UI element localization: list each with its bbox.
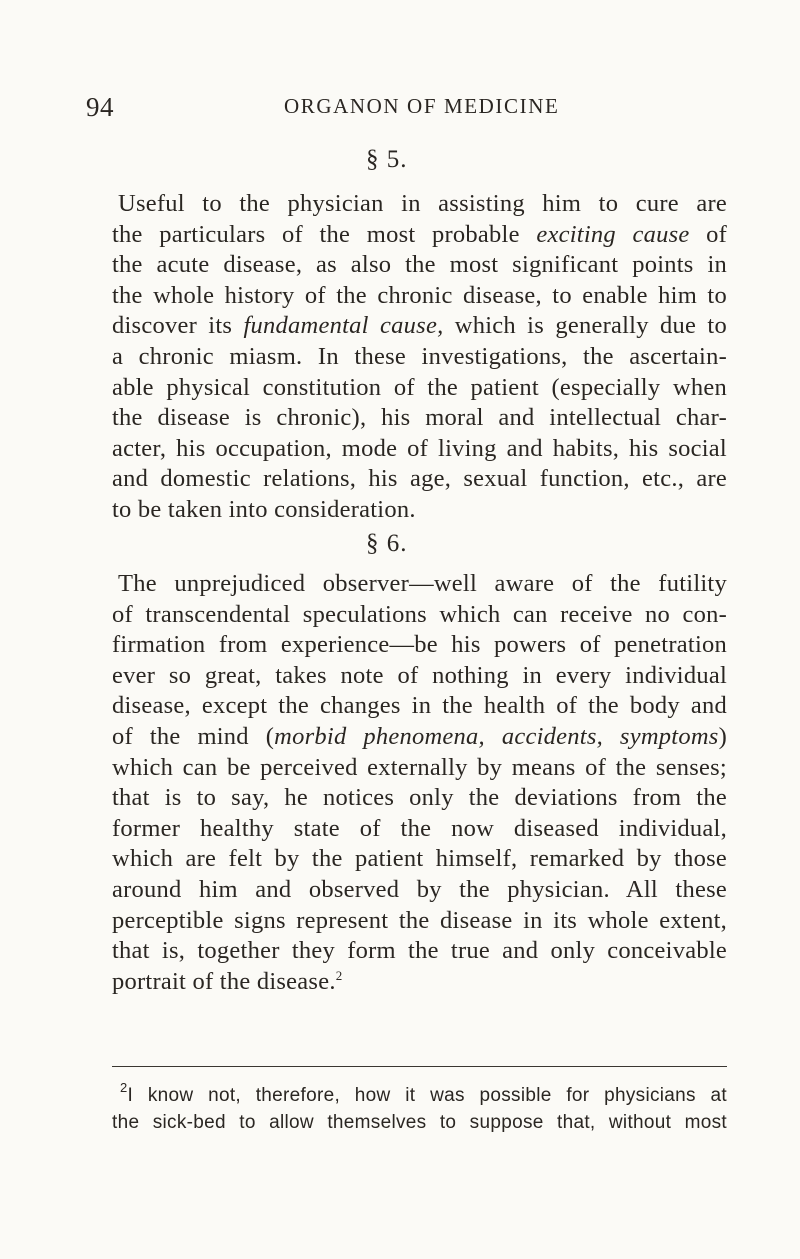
text-line xyxy=(112,220,727,251)
text-line xyxy=(112,844,727,875)
text-line xyxy=(112,403,727,434)
text-line xyxy=(112,875,727,906)
text-line xyxy=(112,783,727,814)
text-line xyxy=(112,967,727,998)
footnote xyxy=(112,1082,727,1136)
text-run: a chronic miasm. In these investigations, the ascertain- xyxy=(112,342,727,370)
section-5-paragraph xyxy=(112,189,727,526)
text-line xyxy=(112,495,727,526)
text-run: disease, except the changes in the health of the body and xyxy=(112,692,727,720)
text-line xyxy=(112,600,727,631)
text-run: portrait of the disease. xyxy=(112,967,336,995)
italic-text: fundamental cause, xyxy=(243,312,444,340)
text-run: to be taken into consideration. xyxy=(112,495,416,523)
running-head xyxy=(86,92,726,126)
text-line xyxy=(112,722,727,753)
text-line xyxy=(112,569,727,600)
text-run: that is to say, he notices only the deviations from the xyxy=(112,784,727,812)
text-line xyxy=(112,630,727,661)
italic-text: exciting cause xyxy=(536,220,690,248)
page-number: 94 xyxy=(86,92,114,122)
text-line xyxy=(112,1082,727,1109)
text-run: which can be perceived externally by means of the senses; xyxy=(112,753,727,781)
text-run: and domestic relations, his age, sexual function, etc., are xyxy=(112,465,727,493)
text-run: of transcendental speculations which can receive no con- xyxy=(112,600,727,628)
text-run: around him and observed by the physician. All these xyxy=(112,875,727,903)
text-run: discover its xyxy=(112,312,244,340)
text-run: I know not, therefore, how it was possible for physicians at xyxy=(127,1085,727,1106)
text-line xyxy=(112,691,727,722)
text-run: the particulars of the most probable xyxy=(112,220,537,248)
footnote-rule xyxy=(112,1066,727,1067)
text-run: firmation from experience—be his powers of penetration xyxy=(112,631,727,659)
text-run: which is generally due to xyxy=(443,312,727,340)
section-5-heading: § 5. xyxy=(366,146,408,173)
running-title: ORGANON OF MEDICINE xyxy=(284,94,560,118)
text-run: of xyxy=(689,220,727,248)
text-line xyxy=(112,311,727,342)
section-6-paragraph xyxy=(112,569,727,997)
text-line xyxy=(112,342,727,373)
text-run: Useful to the physician in assisting him to cure are xyxy=(118,190,727,217)
text-run: the acute disease, as also the most significant points in xyxy=(112,251,727,279)
text-line xyxy=(112,661,727,692)
text-run: that is, together they form the true and only conceivable xyxy=(112,937,727,965)
text-run: perceptible signs represent the disease in its whole extent, xyxy=(112,906,727,934)
text-run: able physical constitution of the patient (especially when xyxy=(112,373,727,401)
text-run: The unprejudiced observer—well aware of the futility xyxy=(118,570,727,597)
text-run: ) xyxy=(718,722,727,750)
text-run: ever so great, takes note of nothing in every individual xyxy=(112,661,727,689)
footnote-marker: 2 xyxy=(120,1080,128,1095)
text-run: former healthy state of the now diseased individual, xyxy=(112,814,727,842)
footnote-reference: 2 xyxy=(335,967,343,983)
text-line xyxy=(112,753,727,784)
text-run: of the mind ( xyxy=(112,722,275,750)
text-line xyxy=(112,281,727,312)
text-line xyxy=(112,250,727,281)
section-6-heading: § 6. xyxy=(366,530,408,557)
text-run: acter, his occupation, mode of living and habits, his social xyxy=(112,434,727,462)
text-line xyxy=(112,906,727,937)
text-line xyxy=(112,936,727,967)
text-line xyxy=(112,434,727,465)
text-line xyxy=(112,1109,727,1136)
text-run: the disease is chronic), his moral and intellectual char- xyxy=(112,404,727,432)
text-run: the sick-bed to allow themselves to suppose that, without most xyxy=(112,1112,727,1133)
italic-text: morbid phenomena, accidents, symptoms xyxy=(274,722,719,750)
text-line xyxy=(112,373,727,404)
text-run: which are felt by the patient himself, remarked by those xyxy=(112,845,727,873)
text-line xyxy=(112,814,727,845)
text-line xyxy=(112,464,727,495)
text-run: the whole history of the chronic disease, to enable him to xyxy=(112,281,727,309)
text-line xyxy=(112,189,727,220)
